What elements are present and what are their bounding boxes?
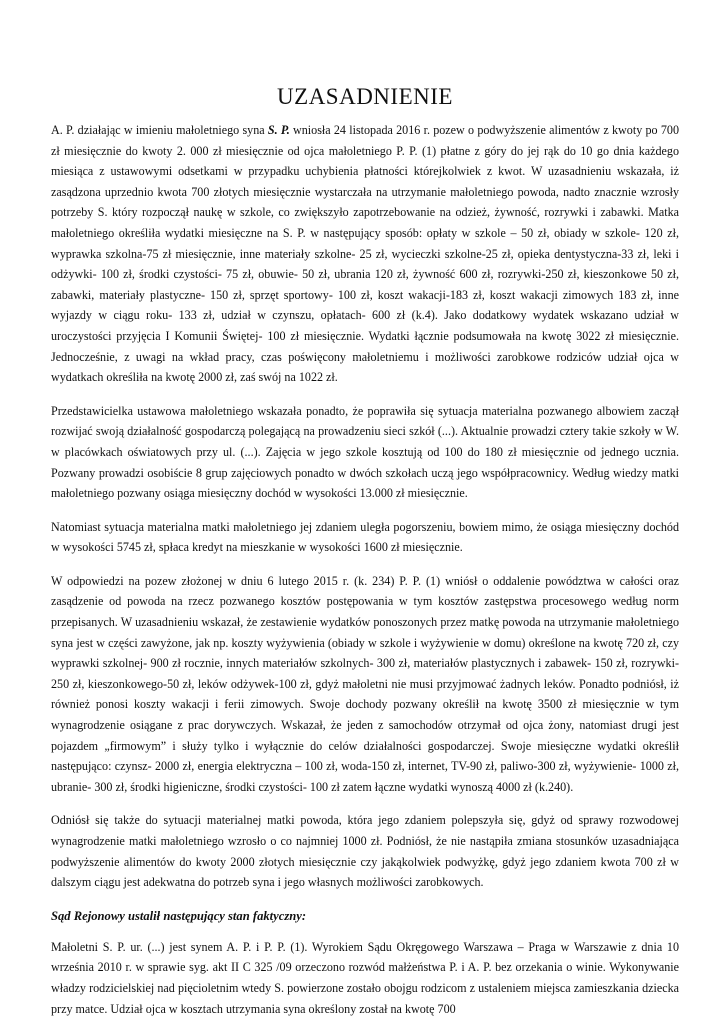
paragraph-claim bbox=[51, 120, 679, 388]
paragraph-facts: Małoletni S. P. ur. (...) jest synem A. P. i P. P. (1). Wyrokiem Sądu Okręgowego Warszawa – Praga w Warszawie z dnia 10 września 2010 r. w sprawie syg. akt II C 325 /09 orzeczono rozwód małżeństwa P. i A. P. bez orzekania o winie. Wykonywanie władzy rodzicielskiej nad pięcioletnim wtedy S. powierzone zostało obojgu rodzicom z ustaleniem miejsca zamieszkania dziecka przy matce. Udział ojca w kosztach utrzymania syna określony został na kwotę 700 bbox=[51, 939, 679, 1016]
minor-name: S. P. bbox=[267, 123, 290, 137]
paragraph-claim-lead: A. P. działając w imieniu małoletniego syna bbox=[51, 123, 268, 137]
section-heading: Sąd Rejonowy ustalił następujący stan faktyczny: bbox=[51, 908, 307, 923]
document-title: UZASADNIENIE bbox=[277, 84, 453, 109]
paragraph-defendant-income: Przedstawicielka ustawowa małoletniego wskazała ponadto, że poprawiła się sytuacja materialna pozwanego albowiem zaczął rozwijać swoją działalność gospodarczą polegającą na prowadzeniu sieci szkół (...). Aktualnie prowadzi cztery takie szkoły w W. w placówkach oświatowych przy ul. (...). Zajęcia w jego szkole kosztują od 100 do 180 zł miesięcznie od jednego ucznia. Pozwany prowadzi osobiście 8 grup zajęciowych ponadto w dwóch szkołach uczą jego współpracownicy. Według wiedzy matki małoletniego pozwany osiąga miesięczny dochód w wysokości 13.000 zł miesięcznie. bbox=[51, 403, 679, 501]
paragraph-claim-rest: wniosła 24 listopada 2016 r. pozew o podwyższenie alimentów z kwoty po 700 zł miesięcznie do kwoty 2. 000 zł miesięcznie od ojca małoletniego P. P. (1) płatne z góry do jej rąk do 10 go dnia każdego miesiąca z ustawowymi odsetkami w przypadku uchybienia płatności którejkolwiek z kwot. W uzasadnieniu wskazała, iż zasądzona uprzednio kwota 700 złotych miesięcznie wystarczała na utrzymanie małoletniego powoda, nadto znacznie wzrosły potrzeby S. który rozpoczął naukę w szkole, co zwiększyło zapotrzebowanie na odzież, żywność, rozrywki i zabawki. Matka małoletniego określiła wydatki miesięczne na S. P. w następujący sposób: opłaty w szkole – 50 zł, obiady w szkole- 120 zł, wyprawka szkolna-75 zł miesięcznie, inne materiały szkolne- 25 zł, wycieczki szkolne-25 zł, opieka dentystyczna-33 zł, leki i odżywki- 100 zł, środki czystości- 75 zł, obuwie- 50 zł, ubrania 120 zł, żywność 600 zł, rozrywki-250 zł, kieszonkowe 50 zł, zabawki, materiały plastyczne- 150 zł, sprzęt sportowy- 100 zł, koszt wakacji-183 zł, koszt wakacji zimowych 183 zł, inne wyjazdy w ciągu roku- 133 zł, udział w czynszu, opłatach- 600 zł (k.4). Jako dodatkowy wydatek wskazano udział w uroczystości przyjęcia I Komunii Świętej- 100 zł miesięcznie. Wydatki łącznie podsumowała na kwotę 3022 zł miesięcznie. Jednocześnie, z uwagi na wkład pracy, czas poświęcony małoletniemu i możliwości zarobkowe rodziców udział ojca w wydatkach określiła na kwotę 2000 zł, zaś swój na 1022 zł. bbox=[51, 123, 679, 385]
paragraph-mother-situation: Natomiast sytuacja materialna matki małoletniego jej zdaniem uległa pogorszeniu, bowiem mimo, że osiąga miesięczny dochód w wysokości 5745 zł, spłaca kredyt na mieszkanie w wysokości 1600 zł miesięcznie. bbox=[51, 519, 679, 555]
paragraph-mother-income: Odniósł się także do sytuacji materialnej matki powoda, która jego zdaniem polepszyła się, gdyż od sprawy rozwodowej wynagrodzenie matki małoletniego wzrosło o co najmniej 1000 zł. Podniósł, że nie nastąpiła zmiana stosunków uzasadniająca podwyższenie alimentów do kwoty 2000 złotych miesięcznie czy jakąkolwiek podwyżkę, gdyż jego zdaniem kwota 700 zł w dalszym ciągu jest adekwatna do potrzeb syna i jego własnych możliwości zarobkowych. bbox=[51, 813, 679, 890]
paragraph-response: W odpowiedzi na pozew złożonej w dniu 6 lutego 2015 r. (k. 234) P. P. (1) wniósł o oddalenie powództwa w całości oraz zasądzenie od powoda na rzecz pozwanego kosztów postępowania w tym kosztów zastępstwa procesowego według norm przepisanych. W uzasadnieniu wskazał, że zestawienie wydatków ponoszonych przez matkę powoda na utrzymanie małoletniego syna jest w części zawyżone, jak np. koszty wyżywienia (obiady w szkole i wyżywienie w domu) określone na kwotę 720 zł, czy wyprawki szkolnej- 900 zł rocznie, innych materiałów szkolnych- 300 zł, materiałów plastycznych i zabawek- 150 zł, rozrywki- 250 zł, kieszonkowego-50 zł, leków odżywek-100 zł, gdyż małoletni nie musi przyjmować żadnych leków. Ponadto podniósł, iż również ponosi koszty wakacji i ferii zimowych. Swoje dochody pozwany określił na kwotę 3500 zł miesięcznie w tym wynagrodzenie osiągane z prac dorywczych. Wskazał, że jeden z samochodów otrzymał od ojca żony, natomiast drugi jest pojazdem „firmowym” i służy tylko i wyłącznie do celów działalności gospodarczej. Swoje miesięczne wydatki określił następująco: czynsz- 2000 zł, energia elektryczna – 100 zł, woda-150 zł, internet, TV-90 zł, paliwo-300 zł, wyżywienie- 1000 zł, ubranie- 300 zł, środki higieniczne, środki czystości- 100 zł zatem łączne wydatki wynoszą 4000 zł (k.240). bbox=[51, 573, 679, 794]
